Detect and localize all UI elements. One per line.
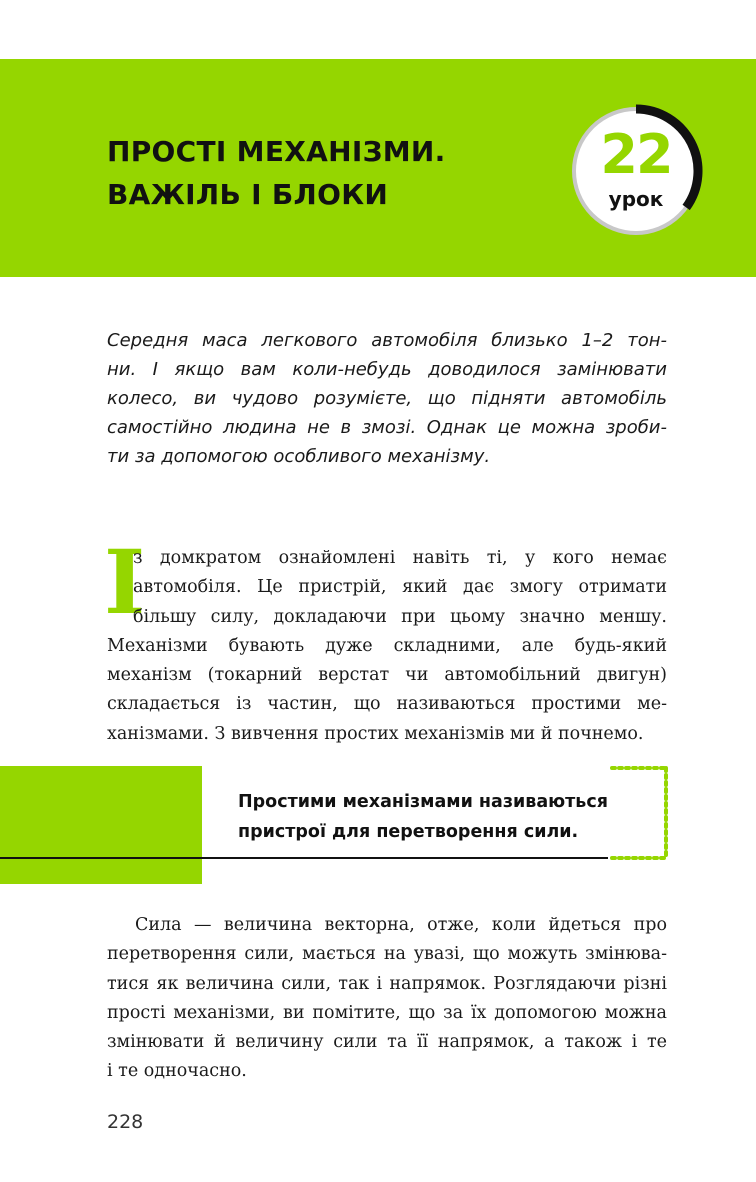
drop-cap: І (104, 530, 146, 634)
definition-underline (0, 857, 608, 859)
lesson-number: 22 (600, 123, 672, 186)
intro-line: ни. І якщо вам коли-небудь доводилося замінювати (107, 359, 667, 380)
page-number: 228 (107, 1111, 144, 1133)
paragraph-line: складається із частин, що називаються простими ме- (107, 694, 667, 715)
intro-paragraph (107, 326, 667, 471)
definition-dotted-bracket (608, 764, 670, 862)
paragraph-line: механізм (токарний верстат чи автомобільний двигун) (107, 665, 667, 686)
paragraph-line (107, 544, 667, 573)
lesson-badge (568, 103, 704, 239)
page-title (107, 130, 446, 216)
paragraph-line-text: з домкратом ознайомлені навіть ті, у кого немає (133, 548, 667, 568)
definition-line-1: Простими механізмами називаються (238, 792, 608, 812)
paragraph-line (107, 573, 667, 602)
intro-line: Середня маса легкового автомобіля близько 1–2 тон- (107, 330, 667, 351)
title-line-2: ВАЖІЛЬ І БЛОКИ (107, 178, 389, 211)
paragraph-line: змінювати й величину сили та її напрямок, а також і те (107, 1032, 667, 1053)
paragraph-line: Механізми бувають дуже складними, але будь-який (107, 635, 667, 656)
definition-line-2: пристрої для перетворення сили. (238, 822, 579, 842)
paragraph-line (107, 603, 667, 632)
intro-line: самостійно людина не в змозі. Однак це можна зроби- (107, 417, 667, 438)
definition-box (238, 787, 658, 847)
definition-accent-block (0, 766, 202, 884)
title-line-1: ПРОСТІ МЕХАНІЗМИ. (107, 135, 446, 168)
paragraph-line: прості механізми, ви помітите, що за їх допомогою можна (107, 1002, 667, 1023)
body-paragraph-1 (107, 544, 667, 749)
lesson-label: урок (608, 187, 664, 211)
paragraph-line-text: автомобіля. Це пристрій, який дає змогу отримати (133, 577, 667, 598)
paragraph-line-text: більшу силу, докладаючи при цьому значно меншу. (133, 606, 667, 627)
intro-line: ти за допомогою особливого механізму. (107, 446, 491, 467)
paragraph-line: і те одночасно. (107, 1061, 247, 1082)
paragraph-line: ханізмами. З вивчення простих механізмів ми й почнемо. (107, 723, 644, 744)
paragraph-line (107, 911, 667, 940)
intro-line: колесо, ви чудово розумієте, що підняти автомобіль (107, 388, 667, 409)
body-paragraph-2 (107, 911, 667, 1087)
paragraph-line-text: Сила — величина векторна, отже, коли йдеться про (135, 915, 667, 935)
paragraph-line: тися як величина сили, так і напрямок. Розглядаючи різні (107, 973, 667, 994)
paragraph-line: перетворення сили, мається на увазі, що можуть змінюва- (107, 944, 667, 965)
